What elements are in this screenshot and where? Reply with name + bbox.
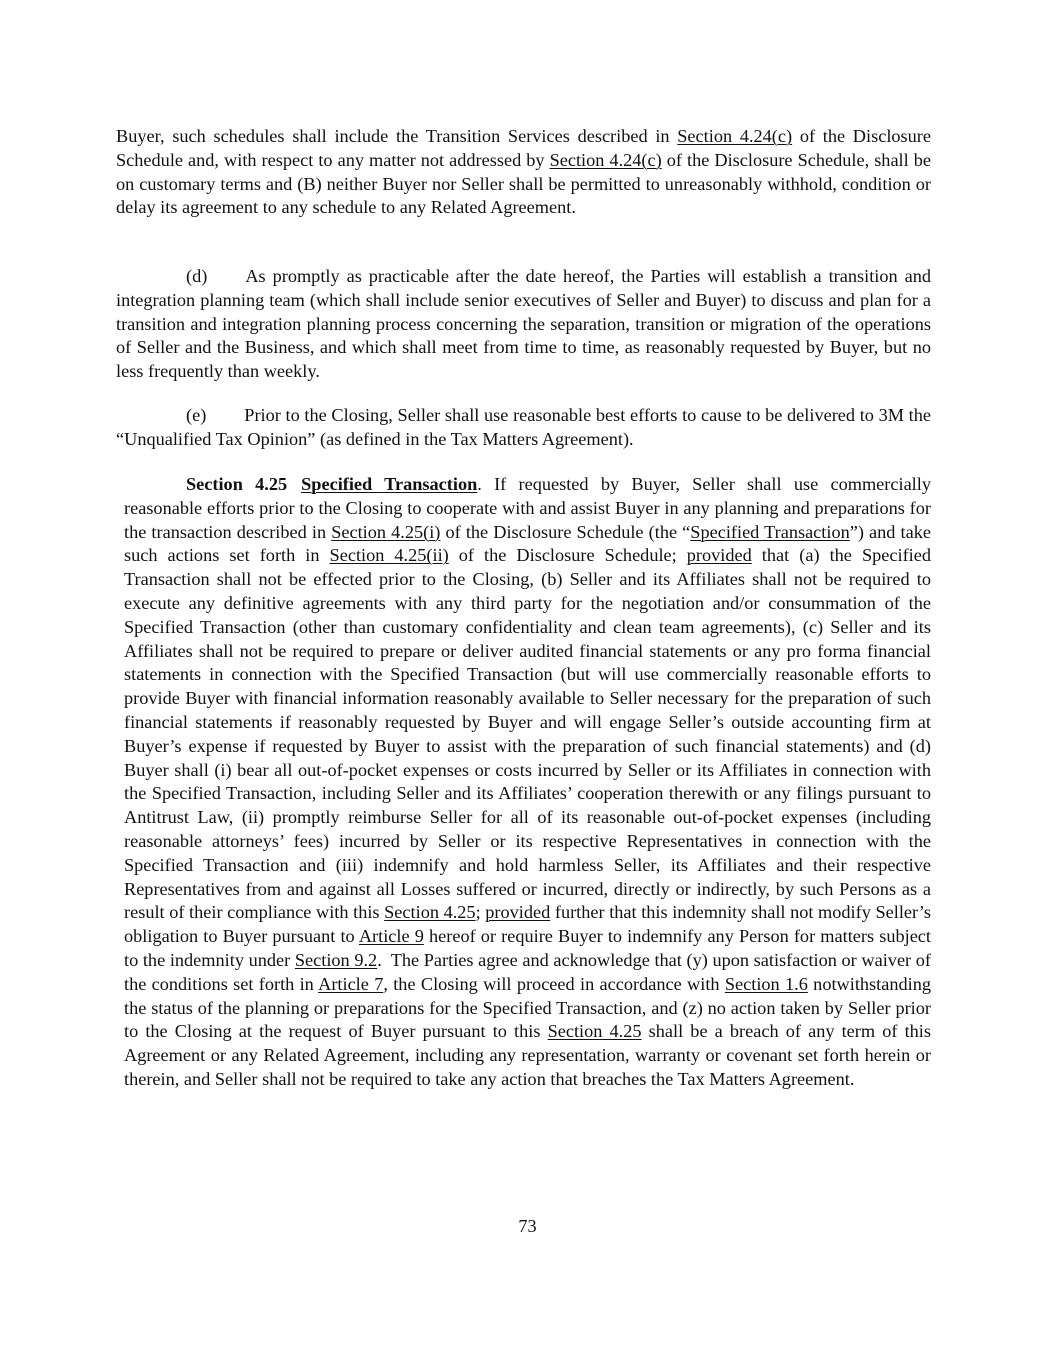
cross-reference: Article 9 (358, 926, 424, 947)
section-number: Section 4.25 (186, 474, 288, 494)
text-run: that (a) the Specified Transaction shall not be effected prior to the Closing, (b) Seller and its Affiliates shall not be required to execute any definitive agreements with any third party for the negotiation and/or consummation of the Specified Transaction (other than customary confidentiality and clean team agreements), (c) Seller and its Affiliates shall not be required to prepare or deliver audited financial statements or any pro forma financial statements in connection with the Specified Transaction (but will use commercially reasonable efforts to provide Buyer with financial information reasonably available to Seller necessary for the preparation of such financial statements if reasonably requested by Buyer and will engage Seller’s outside accounting firm at Buyer’s expense if requested by Buyer to assist with the preparation of such financial statements) and (d) Buyer shall (i) bear all out-of-pocket expenses or costs incurred by Seller or its Affiliates in connection with the Specified Transaction, including Seller and its Affiliates’ cooperation therewith or any filings pursuant to Antitrust Law, (ii) promptly reimburse Seller for all of its reasonable out-of-pocket expenses (including reasonable attorneys’ fees) incurred by Seller or its respective Representatives in connection with the Specified Transaction and (iii) indemnify and hold harmless Seller, its Affiliates and their respective Representatives from and against all Losses suffered or incurred, directly or indirectly, by such Persons as a result of their compliance with this (124, 545, 931, 923)
section-title: Specified Transaction (301, 474, 478, 494)
cross-reference: Section 4.25 (547, 1021, 642, 1042)
text-run: of the Disclosure Schedule and, with respect to any matter not addressed by (116, 126, 931, 170)
proviso-term: provided (686, 545, 752, 566)
page-number: 73 (518, 1216, 537, 1236)
cross-reference: Section 4.25(i) (331, 521, 441, 542)
text-run: ”) and take such actions set forth in (124, 521, 931, 566)
paragraph-e (116, 404, 931, 452)
text-run: shall be a breach of any term of this Agreement or any Related Agreement, including any representation, warranty or covenant set forth herein or therein, and Seller shall not be required to take any action that breaches the Tax Matters Agreement. (124, 1021, 931, 1089)
text-run: ; (475, 902, 486, 923)
proviso-term: provided (485, 902, 551, 923)
cross-reference: Section 4.24(c) (549, 149, 662, 170)
text-run: , the Closing will proceed in accordance with (383, 973, 725, 994)
cross-reference: Article 7 (318, 973, 384, 994)
clause-text: Prior to the Closing, Seller shall use reasonable best efforts to cause to be delivered to 3M the “Unqualified Tax Opinion” (as defined in the Tax Matters Agreement). (116, 405, 931, 449)
text-run: of the Disclosure Schedule, shall be on customary terms and (B) neither Buyer nor Seller shall be permitted to unreasonably withhold, condition or delay its agreement to any schedule to any Related Agreement. (116, 149, 931, 218)
paragraph-d (116, 265, 931, 384)
text-run: of the Disclosure Schedule (the “ (440, 521, 691, 542)
cross-reference: Section 4.25(ii) (329, 545, 449, 566)
cross-reference: Section 1.6 (724, 973, 808, 994)
clause-label: (d) (186, 266, 208, 286)
cross-reference: Section 9.2 (294, 949, 378, 970)
text-run: hereof or require Buyer to indemnify any Person for matters subject to the indemnity under (124, 926, 932, 970)
text-run: . The Parties agree and acknowledge that (y) upon satisfaction or waiver of the conditions set forth in (124, 949, 936, 994)
text-run: . If requested by Buyer, Seller shall use commercially reasonable efforts prior to the Closing to cooperate with and assist Buyer in any planning and preparations for the transaction described in (124, 474, 931, 542)
section-4-25 (124, 473, 936, 1092)
clause-label: (e) (186, 405, 207, 425)
text-run: notwithstanding the status of the planning or preparations for the Specified Transaction, and (z) no action taken by Seller prior to the Closing at the request of Buyer pursuant to this (124, 973, 931, 1042)
text-run: further that this indemnity shall not modify Seller’s obligation to Buyer pursuant to (124, 902, 931, 947)
clause-text: As promptly as practicable after the date hereof, the Parties will establish a transition and integration planning team (which shall include senior executives of Seller and Buyer) to discuss and plan for a transition and integration planning process concerning the separation, transition or migration of the operations of Seller and the Business, and which shall meet from time to time, as reasonably requested by Buyer, but no less frequently than weekly. (116, 266, 931, 382)
paragraph-continuation (116, 125, 931, 220)
text-run: Buyer, such schedules shall include the Transition Services described in (116, 126, 678, 146)
defined-term: Specified Transaction (690, 521, 850, 542)
cross-reference: Section 4.25 (384, 902, 476, 923)
cross-reference: Section 4.24(c) (677, 126, 793, 146)
text-run: of the Disclosure Schedule; (448, 545, 687, 566)
